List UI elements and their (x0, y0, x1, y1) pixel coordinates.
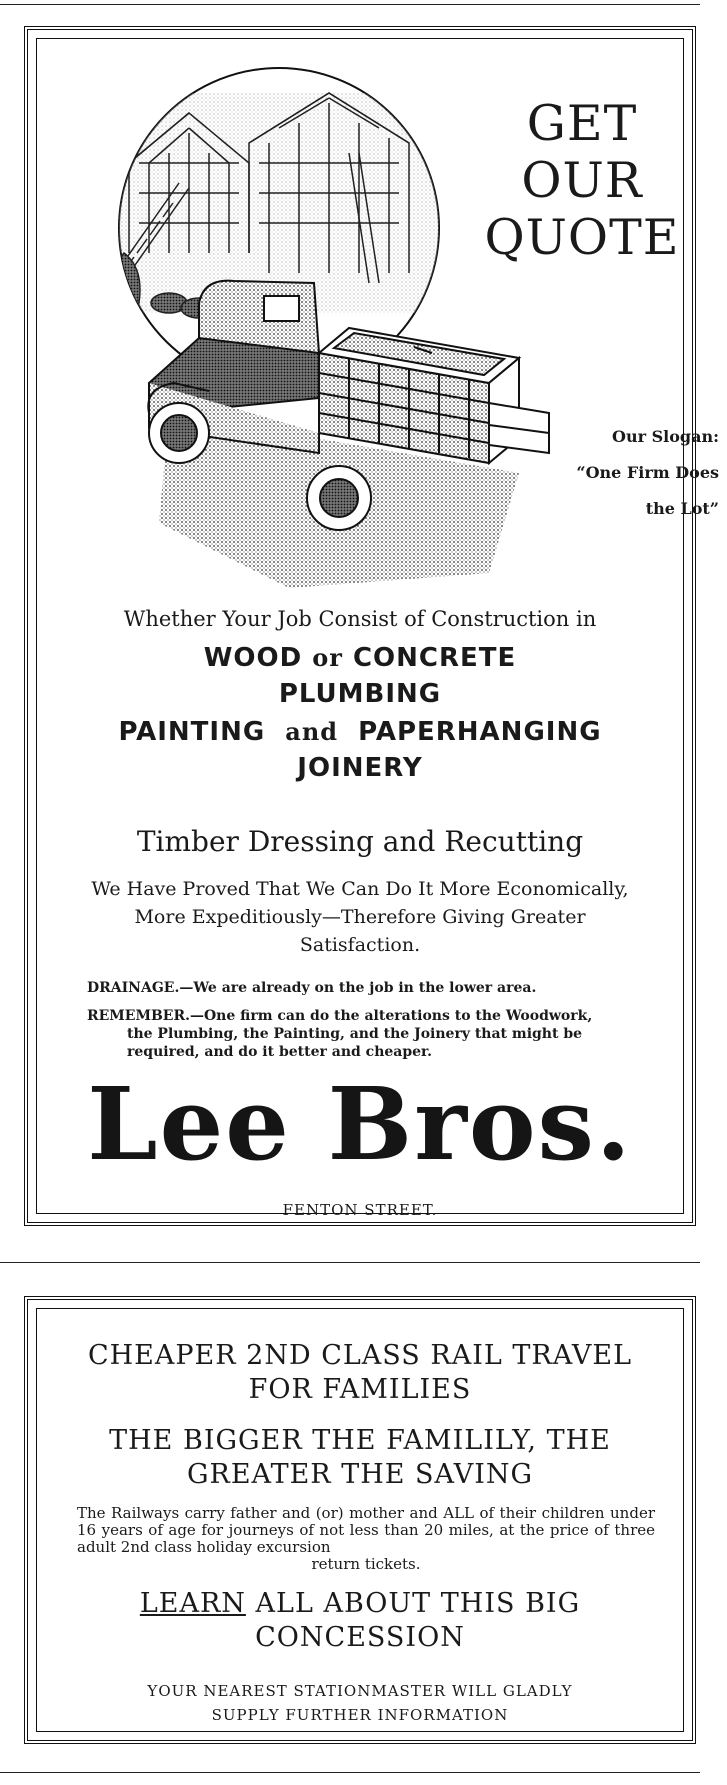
lee-bros-advert (24, 26, 719, 1226)
proved-line: More Expeditiously—Therefore Giving Greater (134, 906, 586, 928)
railways-advert (24, 1296, 696, 1744)
remember-line: the Plumbing, the Painting, and the Joinery that might be (127, 1026, 583, 1042)
intro-line: Whether Your Job Consist of Construction in (123, 607, 597, 631)
stationmaster-footer (37, 1679, 683, 1727)
slogan-text: the Lot” (645, 499, 719, 518)
headline-line: OUR (521, 152, 643, 209)
drainage-paragraph: DRAINAGE.—We are already on the job in the lower area. (87, 980, 537, 996)
learn-word: LEARN (139, 1588, 246, 1619)
address-line: FENTON STREET. (282, 1201, 438, 1219)
remember-line: required, and do it better and cheaper. (127, 1044, 433, 1060)
trade-wood: WOOD (203, 643, 303, 673)
trade-line-painting (37, 713, 683, 751)
learn-text: ALL ABOUT THIS BIG (255, 1588, 581, 1619)
get-our-quote-heading (467, 95, 697, 266)
slogan-text: “One Firm Does (576, 463, 719, 482)
rail-headline-line: CHEAPER 2ND CLASS RAIL TRAVEL (87, 1340, 633, 1371)
remember-line: REMEMBER.—One firm can do the alterations to the Woodwork, (87, 1008, 593, 1024)
proved-statement (37, 875, 683, 959)
trade-line-wood-concrete (37, 639, 683, 677)
timber-dressing-line: Timber Dressing and Recutting (136, 825, 584, 858)
proved-line: Satisfaction. (299, 934, 421, 956)
rail-subheading-line: THE BIGGER THE FAMILILY, THE (109, 1425, 611, 1456)
footer-line: SUPPLY FURTHER INFORMATION (211, 1706, 509, 1724)
rail-subheading (37, 1424, 683, 1492)
trade-paperhanging: PAPERHANGING (358, 717, 602, 747)
rail-headline-line: FOR FAMILIES (248, 1374, 472, 1405)
footer-line: YOUR NEAREST STATIONMASTER WILL GLADLY (147, 1682, 573, 1700)
separator-rule (0, 1262, 700, 1263)
lee-bros-inner-frame (36, 38, 719, 1219)
rail-subheading-line: GREATER THE SAVING (186, 1459, 534, 1490)
rail-body-text: The Railways carry father and (or) mother and ALL of their children under 16 years of age for journeys of not less than 20 miles, at the price of three adult 2nd class holiday excursion (77, 1504, 655, 1556)
trade-connector: and (285, 717, 339, 746)
lee-bros-logo-text: Lee Bros. (87, 1065, 633, 1183)
bottom-rule (0, 1772, 700, 1773)
slogan-label: Our Slogan: (612, 427, 719, 446)
trade-concrete: CONCRETE (352, 643, 517, 673)
trade-painting: PAINTING (118, 717, 266, 747)
learn-heading (37, 1587, 683, 1655)
slogan (557, 419, 727, 527)
headline-line: QUOTE (484, 209, 680, 266)
remember-paragraph (87, 1007, 653, 1061)
proved-line: We Have Proved That We Can Do It More Economically, (91, 878, 629, 900)
rail-headline (37, 1339, 683, 1407)
trade-connector: or (312, 643, 343, 672)
railways-inner-frame (36, 1308, 684, 1732)
trade-joinery: JOINERY (297, 753, 423, 783)
rail-body-text: return tickets. (311, 1555, 421, 1573)
top-rule (0, 4, 700, 5)
trade-plumbing: PLUMBING (278, 679, 442, 709)
rail-body-paragraph (77, 1505, 655, 1573)
learn-text: CONCESSION (255, 1622, 465, 1653)
headline-line: GET (526, 95, 638, 152)
